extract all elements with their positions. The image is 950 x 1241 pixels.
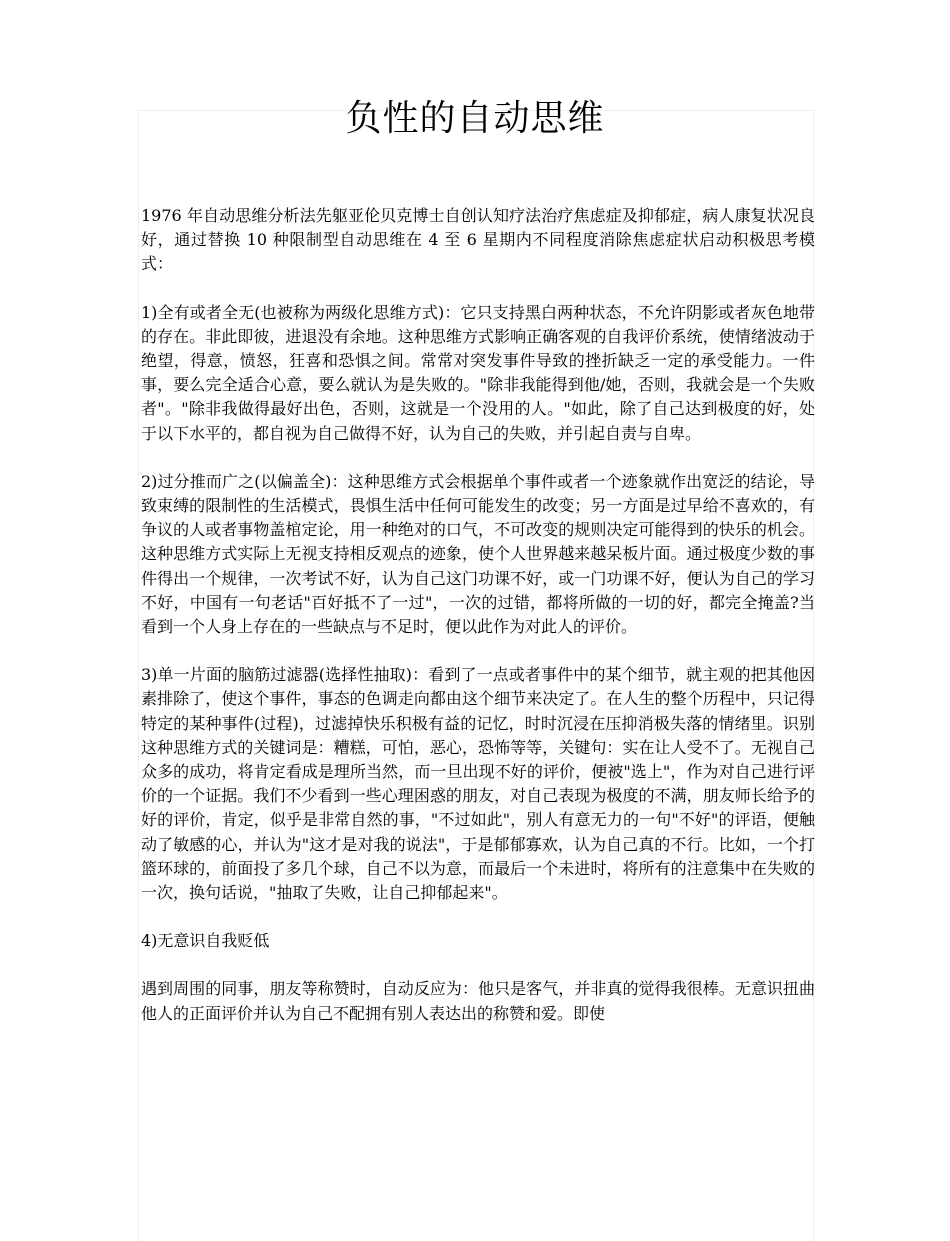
paragraph-intro: 1976 年自动思维分析法先躯亚伦贝克博士自创认知疗法治疗焦虑症及抑郁症，病人康复状况良好，通过替换 10 种限制型自动思维在 4 至 6 星期内不同程度消除焦虑症状启动积极思考模式： [141,206,815,274]
paragraph-all-or-nothing: 1)全有或者全无(也被称为两级化思维方式)：它只支持黑白两种状态，不允许阴影或者灰色地带的存在。非此即彼，进退没有余地。这种思维方式影响正确客观的自我评价系统，使情绪波动于绝望，得意，愤怒，狂喜和恐惧之间。常常对突发事件导致的挫折缺乏一定的承受能力。一件事，要么完全适合心意，要么就认为是失败的。"除非我能得到他/她，否则，我就会是一个失败者"。"除非我做得最好出色，否则，这就是一个没用的人。"如此，除了自己达到极度的好，处于以下水平的，都自视为自己做得不好，认为自己的失败，并引起自责与自卑。 [141,302,815,443]
document-title: 负性的自动思维 [345,98,605,139]
document-body [141,204,815,1050]
paragraph-self-devaluation: 遇到周围的同事，朋友等称赞时，自动反应为：他只是客气，并非真的觉得我很棒。无意识扭曲他人的正面评价并认为自己不配拥有别人表达出的称赞和爱。即使 [141,979,815,1023]
paragraph-mental-filter: 3)单一片面的脑筋过滤器(选择性抽取)：看到了一点或者事件中的某个细节，就主观的把其他因素排除了，使这个事件，事态的色调走向都由这个细节来决定了。在人生的整个历程中，只记得特定的某种事件(过程)，过滤掉快乐积极有益的记忆，时时沉浸在压抑消极失落的情绪里。识别这种思维方式的关键词是：糟糕，可怕，恶心，恐怖等等，关键句：实在让人受不了。无视自己众多的成功，将肯定看成是理所当然，而一旦出现不好的评价，便被"选上"，作为对自己进行评价的一个证据。我们不少看到一些心理困惑的朋友，对自己表现为极度的不满，朋友师长给予的好的评价，肯定，似乎是非常自然的事，"不过如此"，别人有意无力的一句"不好"的评语，便触动了敏感的心，并认为"这才是对我的说法"，于是郁郁寡欢，认为自己真的不行。比如，一个打篮环球的，前面投了多几个球，自己不以为意，而最后一个未进时，将所有的注意集中在失败的一次，换句话说，"抽取了失败，让自己抑郁起来"。 [141,665,815,903]
paragraph-overgeneralization: 2)过分推而广之(以偏盖全)：这种思维方式会根据单个事件或者一个迹象就作出宽泛的结论，导致束缚的限制性的生活模式，畏惧生活中任何可能发生的改变；另一方面是过早给不喜欢的，有争议的人或者事物盖棺定论，用一种绝对的口气，不可改变的规则决定可能得到的快乐的机会。这种思维方式实际上无视支持相反观点的迹象，使个人世界越来越呆板片面。通过极度少数的事件得出一个规律，一次考试不好，认为自己这门功课不好，或一门功课不好，便认为自己的学习不好，中国有一句老话"百好抵不了一过"，一次的过错，都将所做的一切的好，都完全掩盖?当看到一个人身上存在的一些缺点与不足时，便以此作为对此人的评价。 [141,471,815,637]
section-heading-self-devaluation: 4)无意识自我贬低 [141,931,270,951]
